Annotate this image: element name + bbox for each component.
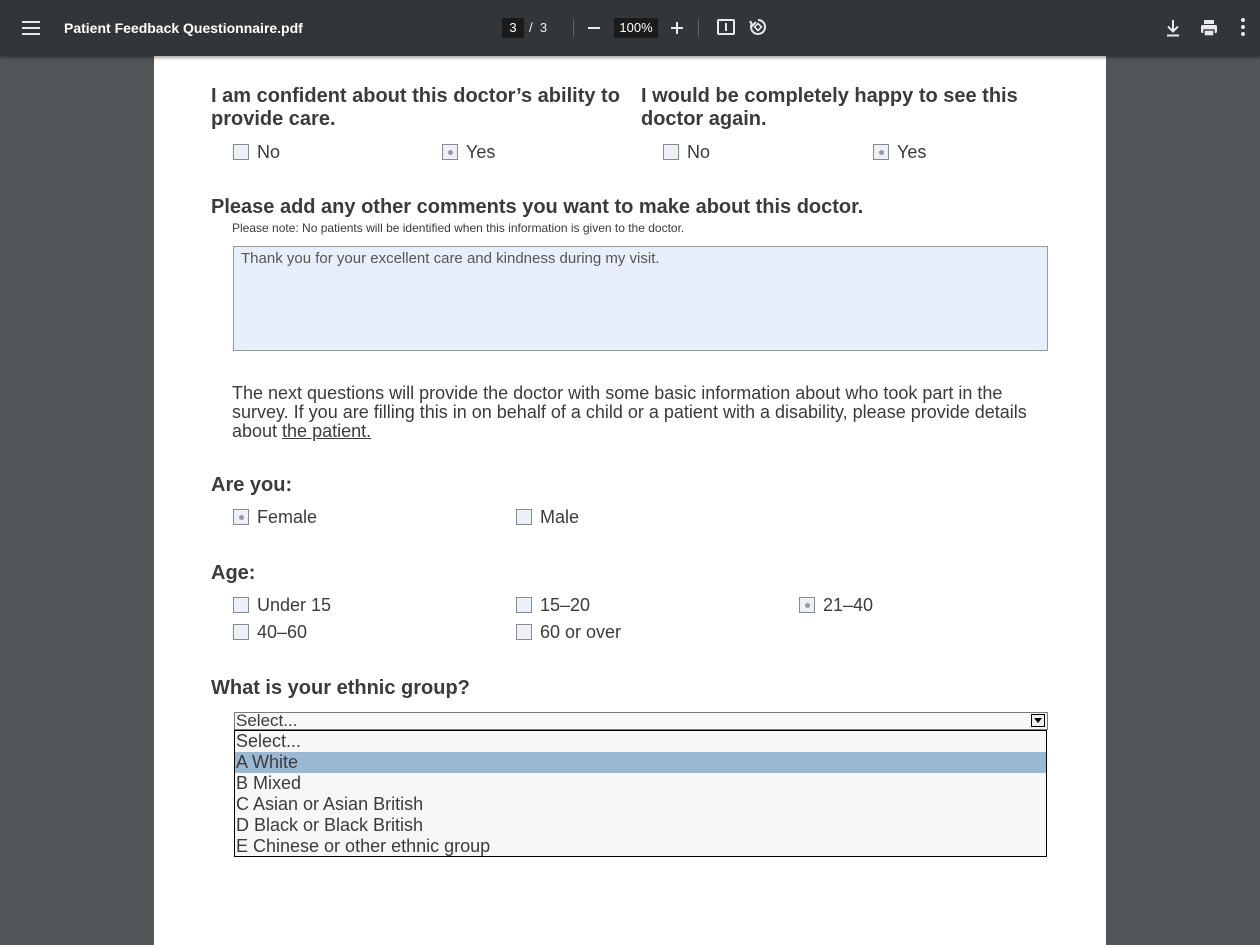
ethnic-heading: What is your ethnic group? xyxy=(211,677,470,699)
happy-no-option[interactable] xyxy=(663,142,710,162)
checkbox[interactable] xyxy=(873,144,889,160)
zoom-in-icon[interactable] xyxy=(668,15,686,41)
checkbox[interactable] xyxy=(516,624,532,640)
checkbox[interactable] xyxy=(516,597,532,613)
more-vert-icon[interactable] xyxy=(1240,18,1246,38)
age-15-20-option[interactable] xyxy=(516,595,590,615)
option-label: 40–60 xyxy=(257,621,308,642)
age-under15-option[interactable] xyxy=(233,595,331,615)
zoom-out-icon[interactable] xyxy=(585,15,603,41)
dropdown-option[interactable]: A White xyxy=(235,752,1046,773)
ethnic-group-select[interactable] xyxy=(234,712,1048,730)
confident-yes-option[interactable] xyxy=(442,142,495,162)
zoom-level-input[interactable]: 100% xyxy=(614,18,658,38)
age-heading: Age: xyxy=(211,562,256,584)
option-label: 15–20 xyxy=(540,594,591,615)
page-number-input[interactable] xyxy=(502,18,524,38)
question-confident-heading: I am confident about this doctor’s ability to provide care. xyxy=(211,85,620,130)
print-icon[interactable] xyxy=(1199,18,1219,38)
option-label: No xyxy=(687,141,711,162)
page-total: / 3 xyxy=(529,20,548,35)
intro-paragraph xyxy=(232,384,1052,441)
age-21-40-option[interactable] xyxy=(799,595,873,615)
dropdown-option[interactable]: B Mixed xyxy=(236,773,302,793)
rotate-icon[interactable] xyxy=(749,18,767,36)
comments-heading: Please add any other comments you want to make about this doctor. xyxy=(211,196,864,218)
option-label: Yes xyxy=(466,141,496,162)
ethnic-group-dropdown xyxy=(234,730,1047,857)
question-happy-heading: I would be completely happy to see this doctor again. xyxy=(641,85,1018,130)
age-60-over-option[interactable] xyxy=(516,622,621,642)
option-label: Male xyxy=(540,506,580,527)
option-label: Yes xyxy=(897,141,927,162)
checkbox[interactable] xyxy=(516,509,532,525)
checkbox[interactable] xyxy=(233,144,249,160)
chevron-down-icon[interactable] xyxy=(1031,714,1045,727)
menu-icon[interactable] xyxy=(20,18,42,38)
dropdown-option[interactable]: Select... xyxy=(236,731,302,751)
comments-value: Thank you for your excellent care and kindness during my visit. xyxy=(241,250,660,267)
checkbox[interactable] xyxy=(442,144,458,160)
download-icon[interactable] xyxy=(1164,18,1182,38)
option-label: 21–40 xyxy=(823,594,874,615)
toolbar-divider xyxy=(698,19,699,37)
comments-note: Please note: No patients will be identified when this information is given to the doctor. xyxy=(232,221,685,235)
checkbox[interactable] xyxy=(663,144,679,160)
checkbox[interactable] xyxy=(799,597,815,613)
checkbox[interactable] xyxy=(233,509,249,525)
dropdown-option[interactable]: E Chinese or other ethnic group xyxy=(236,836,491,856)
comments-textarea[interactable] xyxy=(233,246,1048,351)
dropdown-option[interactable]: C Asian or Asian British xyxy=(236,794,424,814)
dropdown-option[interactable]: D Black or Black British xyxy=(236,815,424,835)
checkbox[interactable] xyxy=(233,624,249,640)
option-label: 60 or over xyxy=(540,621,622,642)
option-label: No xyxy=(257,141,281,162)
fit-page-icon[interactable] xyxy=(717,19,735,35)
gender-heading: Are you: xyxy=(211,474,293,496)
age-40-60-option[interactable] xyxy=(233,622,307,642)
gender-female-option[interactable] xyxy=(233,507,317,527)
intro-underlined: the patient. xyxy=(282,421,372,441)
select-value: Select... xyxy=(236,711,298,730)
option-label: Female xyxy=(257,506,318,527)
document-title: Patient Feedback Questionnaire.pdf xyxy=(64,20,303,36)
pdf-page xyxy=(154,56,1106,945)
intro-text: The next questions will provide the doctor with some basic information about who took part in the survey. If you are filling this in on behalf of a child or a patient with a disability, please provide details about xyxy=(232,383,1027,441)
confident-no-option[interactable] xyxy=(233,142,280,162)
option-label: Under 15 xyxy=(257,594,332,615)
happy-yes-option[interactable] xyxy=(873,142,926,162)
pdf-toolbar xyxy=(0,0,1260,56)
toolbar-divider xyxy=(573,19,574,37)
gender-male-option[interactable] xyxy=(516,507,579,527)
checkbox[interactable] xyxy=(233,597,249,613)
